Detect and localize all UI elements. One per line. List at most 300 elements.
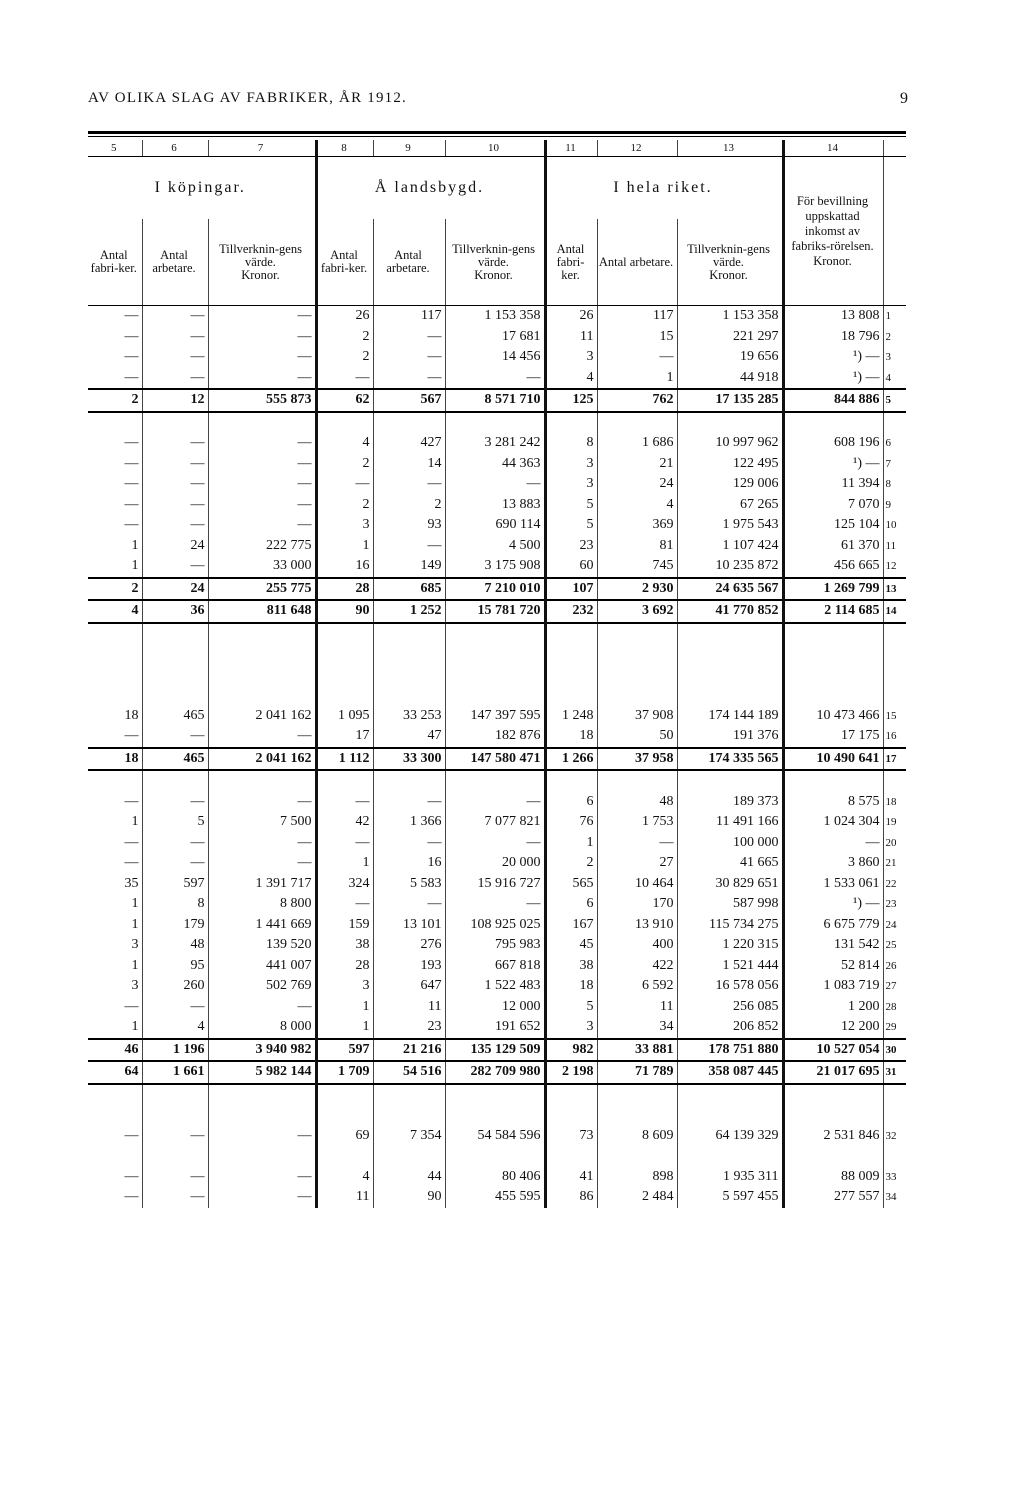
cell-col-13: 256 085 — [677, 997, 783, 1018]
spacer-row — [88, 412, 906, 434]
cell-col-10: — — [445, 894, 545, 915]
col-num: 7 — [208, 140, 316, 157]
table-row — [88, 726, 906, 748]
cell-col-5: — — [88, 515, 142, 536]
cell-col-11: 982 — [545, 1039, 597, 1062]
cell-col-7: 255 775 — [208, 578, 316, 601]
table-row — [88, 833, 906, 854]
cell-col-12: 27 — [597, 853, 677, 874]
row-number: 14 — [883, 600, 906, 623]
sum-row — [88, 748, 906, 771]
cell-col-11: 18 — [545, 726, 597, 748]
cell-col-8: 2 — [316, 495, 373, 516]
cell-col-8: 1 — [316, 997, 373, 1018]
row-number: 20 — [885, 836, 897, 849]
row-number: 9 — [885, 498, 891, 511]
cell-col-11: 1 266 — [545, 748, 597, 771]
table-row — [88, 536, 906, 557]
cell-col-5: 46 — [88, 1039, 142, 1062]
cell-col-10: 147 397 595 — [445, 706, 545, 727]
cell-col-6: 5 — [142, 812, 208, 833]
cell-col-7: — — [208, 433, 316, 454]
cell-col-9: 5 583 — [373, 874, 445, 895]
cell-col-7: 2 041 162 — [208, 748, 316, 771]
cell-col-13: 5 597 455 — [677, 1187, 783, 1208]
cell-col-9: 685 — [373, 578, 445, 601]
cell-col-14: 10 527 054 — [783, 1039, 883, 1062]
subheader-fabriker: Antal fabri-ker. — [545, 219, 597, 306]
cell-col-12: 34 — [597, 1017, 677, 1039]
row-number: 21 — [885, 857, 897, 870]
cell-col-7: 8 000 — [208, 1017, 316, 1039]
cell-col-12: 745 — [597, 556, 677, 578]
cell-col-5: — — [88, 368, 142, 390]
cell-col-13: 129 006 — [677, 474, 783, 495]
row-number: 25 — [885, 939, 897, 952]
cell-col-10: 7 077 821 — [445, 812, 545, 833]
cell-col-12: 48 — [597, 792, 677, 813]
cell-col-11: 3 — [545, 454, 597, 475]
cell-col-7: — — [208, 515, 316, 536]
cell-col-11: 23 — [545, 536, 597, 557]
cell-col-6: — — [142, 433, 208, 454]
cell-col-11: 41 — [545, 1167, 597, 1188]
cell-col-6: — — [142, 306, 208, 327]
cell-col-9: 7 354 — [373, 1126, 445, 1147]
cell-col-13: 67 265 — [677, 495, 783, 516]
cell-col-7: 8 800 — [208, 894, 316, 915]
cell-col-13: 10 997 962 — [677, 433, 783, 454]
cell-col-10: 147 580 471 — [445, 748, 545, 771]
cell-col-7: 33 000 — [208, 556, 316, 578]
cell-col-10: 20 000 — [445, 853, 545, 874]
cell-col-13: 178 751 880 — [677, 1039, 783, 1062]
cell-col-14: 88 009 — [783, 1167, 883, 1188]
cell-col-11: 3 — [545, 347, 597, 368]
cell-col-7: 222 775 — [208, 536, 316, 557]
cell-col-13: 30 829 651 — [677, 874, 783, 895]
cell-col-14: 2 114 685 — [783, 600, 883, 623]
cell-col-5: — — [88, 327, 142, 348]
cell-col-12: 1 686 — [597, 433, 677, 454]
cell-col-12: 1 — [597, 368, 677, 390]
cell-col-11: 167 — [545, 915, 597, 936]
cell-col-11: 18 — [545, 976, 597, 997]
cell-col-8: 597 — [316, 1039, 373, 1062]
cell-col-10: — — [445, 792, 545, 813]
cell-col-7: — — [208, 368, 316, 390]
cell-col-13: 206 852 — [677, 1017, 783, 1039]
cell-col-12: 6 592 — [597, 976, 677, 997]
cell-col-13: 1 220 315 — [677, 935, 783, 956]
statistics-table — [88, 140, 906, 1208]
cell-col-14: 21 017 695 — [783, 1061, 883, 1084]
cell-col-12: 2 484 — [597, 1187, 677, 1208]
cell-col-5: — — [88, 347, 142, 368]
col-num: 10 — [445, 140, 545, 157]
cell-col-9: 193 — [373, 956, 445, 977]
subheader-varde: Tillverknin-gens värde. Kronor. — [677, 219, 783, 306]
cell-col-14: 6 675 779 — [783, 915, 883, 936]
cell-col-7: — — [208, 327, 316, 348]
subheader-fabriker: Antal fabri-ker. — [316, 219, 373, 306]
cell-col-7: 139 520 — [208, 935, 316, 956]
cell-col-8: 3 — [316, 515, 373, 536]
table-row — [88, 792, 906, 813]
cell-col-10: — — [445, 368, 545, 390]
cell-col-13: 1 975 543 — [677, 515, 783, 536]
cell-col-10: 15 916 727 — [445, 874, 545, 895]
cell-col-12: 1 753 — [597, 812, 677, 833]
cell-col-12: 15 — [597, 327, 677, 348]
row-number: 19 — [885, 816, 897, 829]
cell-col-10: 455 595 — [445, 1187, 545, 1208]
cell-col-12: — — [597, 347, 677, 368]
cell-col-9: — — [373, 894, 445, 915]
cell-col-9: 567 — [373, 389, 445, 412]
page-number: 9 — [900, 90, 908, 107]
page-header — [88, 90, 908, 112]
table-row — [88, 976, 906, 997]
table-row — [88, 306, 906, 327]
cell-col-12: 10 464 — [597, 874, 677, 895]
cell-col-9: — — [373, 368, 445, 390]
row-number: 32 — [885, 1129, 897, 1142]
spacer-row — [88, 644, 906, 665]
cell-col-5: 1 — [88, 536, 142, 557]
cell-col-7: 2 041 162 — [208, 706, 316, 727]
cell-col-12: 37 908 — [597, 706, 677, 727]
subheader-varde: Tillverknin-gens värde. Kronor. — [445, 219, 545, 306]
cell-col-11: 11 — [545, 327, 597, 348]
cell-col-11: 8 — [545, 433, 597, 454]
row-number: 16 — [885, 730, 897, 743]
cell-col-8: 3 — [316, 976, 373, 997]
cell-col-6: 179 — [142, 915, 208, 936]
cell-col-13: 221 297 — [677, 327, 783, 348]
row-number: 3 — [885, 351, 891, 364]
row-number: 31 — [883, 1061, 906, 1084]
row-number: 5 — [883, 389, 906, 412]
cell-col-9: 647 — [373, 976, 445, 997]
cell-col-6: 1 196 — [142, 1039, 208, 1062]
cell-col-7: 555 873 — [208, 389, 316, 412]
cell-col-11: 5 — [545, 495, 597, 516]
row-number: 4 — [885, 371, 891, 384]
cell-col-8: — — [316, 474, 373, 495]
cell-col-13: 1 107 424 — [677, 536, 783, 557]
table-row — [88, 327, 906, 348]
cell-col-12: 50 — [597, 726, 677, 748]
cell-col-12: 8 609 — [597, 1126, 677, 1147]
cell-col-7: — — [208, 495, 316, 516]
subheader-arbetare: Antal arbetare. — [373, 219, 445, 306]
spacer-row — [88, 665, 906, 686]
cell-col-11: 107 — [545, 578, 597, 601]
cell-col-14: 456 665 — [783, 556, 883, 578]
spacer-row — [88, 623, 906, 645]
cell-col-9: 21 216 — [373, 1039, 445, 1062]
cell-col-5: 2 — [88, 389, 142, 412]
cell-col-6: — — [142, 454, 208, 475]
cell-col-6: — — [142, 833, 208, 854]
cell-col-8: 69 — [316, 1126, 373, 1147]
cell-col-10: 7 210 010 — [445, 578, 545, 601]
group-header-row — [88, 157, 906, 220]
table-row — [88, 495, 906, 516]
cell-col-7: — — [208, 347, 316, 368]
cell-col-7: — — [208, 306, 316, 327]
cell-col-10: 15 781 720 — [445, 600, 545, 623]
cell-col-9: 1 252 — [373, 600, 445, 623]
cell-col-14: 18 796 — [783, 327, 883, 348]
cell-col-6: — — [142, 726, 208, 748]
cell-col-5: — — [88, 454, 142, 475]
cell-col-9: 47 — [373, 726, 445, 748]
cell-col-14: 131 542 — [783, 935, 883, 956]
cell-col-13: 24 635 567 — [677, 578, 783, 601]
cell-col-12: 369 — [597, 515, 677, 536]
cell-col-8: — — [316, 894, 373, 915]
cell-col-5: — — [88, 997, 142, 1018]
cell-col-13: 64 139 329 — [677, 1126, 783, 1147]
cell-col-9: 13 101 — [373, 915, 445, 936]
spacer-row — [88, 1084, 906, 1106]
col-num: 9 — [373, 140, 445, 157]
row-number: 22 — [885, 877, 897, 890]
spacer-row — [88, 1146, 906, 1167]
top-rule-thin — [88, 136, 906, 137]
row-number: 29 — [885, 1021, 897, 1034]
sum-row — [88, 389, 906, 412]
sum-row — [88, 1061, 906, 1084]
cell-col-11: 3 — [545, 1017, 597, 1039]
cell-col-6: — — [142, 495, 208, 516]
cell-col-8: 2 — [316, 327, 373, 348]
cell-col-12: 81 — [597, 536, 677, 557]
cell-col-7: — — [208, 792, 316, 813]
cell-col-5: 4 — [88, 600, 142, 623]
col-num: 13 — [677, 140, 783, 157]
cell-col-12: 13 910 — [597, 915, 677, 936]
cell-col-10: 17 681 — [445, 327, 545, 348]
cell-col-10: 182 876 — [445, 726, 545, 748]
col-num: 11 — [545, 140, 597, 157]
cell-col-10: 690 114 — [445, 515, 545, 536]
cell-col-13: 19 656 — [677, 347, 783, 368]
cell-col-7: — — [208, 1167, 316, 1188]
cell-col-8: 1 112 — [316, 748, 373, 771]
cell-col-7: — — [208, 997, 316, 1018]
cell-col-10: 13 883 — [445, 495, 545, 516]
column-number-row — [88, 140, 906, 157]
row-number: 12 — [885, 560, 897, 573]
col-num: 6 — [142, 140, 208, 157]
cell-col-10: 14 456 — [445, 347, 545, 368]
cell-col-12: 762 — [597, 389, 677, 412]
cell-col-14: 12 200 — [783, 1017, 883, 1039]
cell-col-8: 324 — [316, 874, 373, 895]
cell-col-5: — — [88, 433, 142, 454]
table-row — [88, 1126, 906, 1147]
cell-col-8: — — [316, 368, 373, 390]
cell-col-12: 24 — [597, 474, 677, 495]
table-row — [88, 515, 906, 536]
table-row — [88, 368, 906, 390]
row-number: 18 — [885, 795, 897, 808]
cell-col-12: 71 789 — [597, 1061, 677, 1084]
cell-col-11: 2 198 — [545, 1061, 597, 1084]
cell-col-5: 1 — [88, 894, 142, 915]
cell-col-14: 3 860 — [783, 853, 883, 874]
row-number: 17 — [883, 748, 906, 771]
cell-col-11: 5 — [545, 515, 597, 536]
cell-col-8: 1 095 — [316, 706, 373, 727]
cell-col-8: 4 — [316, 433, 373, 454]
row-number: 11 — [885, 539, 897, 552]
cell-col-7: — — [208, 726, 316, 748]
cell-col-12: 400 — [597, 935, 677, 956]
group-landsbygd: Å landsbygd. — [316, 157, 545, 220]
row-number: 13 — [883, 578, 906, 601]
group-riket: I hela riket. — [545, 157, 783, 220]
subheader-varde: Tillverknin-gens värde. Kronor. — [208, 219, 316, 306]
cell-col-13: 44 918 — [677, 368, 783, 390]
cell-col-9: — — [373, 327, 445, 348]
cell-col-12: 21 — [597, 454, 677, 475]
cell-col-8: — — [316, 792, 373, 813]
cell-col-13: 189 373 — [677, 792, 783, 813]
cell-col-9: 149 — [373, 556, 445, 578]
cell-col-10: 795 983 — [445, 935, 545, 956]
cell-col-8: 16 — [316, 556, 373, 578]
cell-col-12: 11 — [597, 997, 677, 1018]
cell-col-11: 45 — [545, 935, 597, 956]
cell-col-5: — — [88, 853, 142, 874]
cell-col-7: — — [208, 474, 316, 495]
table-row — [88, 556, 906, 578]
cell-col-8: 2 — [316, 454, 373, 475]
cell-col-10: 54 584 596 — [445, 1126, 545, 1147]
cell-col-13: 115 734 275 — [677, 915, 783, 936]
cell-col-11: 60 — [545, 556, 597, 578]
cell-col-5: — — [88, 1126, 142, 1147]
cell-col-5: — — [88, 833, 142, 854]
cell-col-11: 1 248 — [545, 706, 597, 727]
cell-col-13: 11 491 166 — [677, 812, 783, 833]
cell-col-9: — — [373, 474, 445, 495]
cell-col-11: 6 — [545, 792, 597, 813]
cell-col-7: — — [208, 454, 316, 475]
cell-col-13: 1 521 444 — [677, 956, 783, 977]
cell-col-12: 37 958 — [597, 748, 677, 771]
cell-col-10: 191 652 — [445, 1017, 545, 1039]
table-row — [88, 1017, 906, 1039]
cell-col-9: 16 — [373, 853, 445, 874]
cell-col-5: — — [88, 1187, 142, 1208]
page-title: AV OLIKA SLAG AV FABRIKER, ÅR 1912. — [88, 90, 407, 106]
cell-col-8: 28 — [316, 578, 373, 601]
cell-col-6: 597 — [142, 874, 208, 895]
cell-col-12: 898 — [597, 1167, 677, 1188]
row-number: 8 — [885, 478, 891, 491]
cell-col-13: 122 495 — [677, 454, 783, 475]
cell-col-10: 667 818 — [445, 956, 545, 977]
sum-row — [88, 600, 906, 623]
cell-col-5: — — [88, 306, 142, 327]
cell-col-14: 11 394 — [783, 474, 883, 495]
cell-col-13: 41 770 852 — [677, 600, 783, 623]
cell-col-14: 2 531 846 — [783, 1126, 883, 1147]
cell-col-11: 232 — [545, 600, 597, 623]
cell-col-9: 276 — [373, 935, 445, 956]
cell-col-11: 86 — [545, 1187, 597, 1208]
row-number: 26 — [885, 959, 897, 972]
row-number: 23 — [885, 898, 897, 911]
row-number: 28 — [885, 1000, 897, 1013]
table-row — [88, 894, 906, 915]
cell-col-9: 93 — [373, 515, 445, 536]
cell-col-12: 3 692 — [597, 600, 677, 623]
col-num: 12 — [597, 140, 677, 157]
top-rule — [88, 131, 906, 134]
table-row — [88, 454, 906, 475]
cell-col-9: — — [373, 536, 445, 557]
table-row — [88, 474, 906, 495]
subheader-fabriker: Antal fabri-ker. — [88, 219, 142, 306]
row-number: 33 — [885, 1170, 897, 1183]
cell-col-9: 33 253 — [373, 706, 445, 727]
cell-col-9: — — [373, 833, 445, 854]
cell-col-8: — — [316, 833, 373, 854]
cell-col-10: 44 363 — [445, 454, 545, 475]
cell-col-13: 174 144 189 — [677, 706, 783, 727]
cell-col-6: — — [142, 1126, 208, 1147]
cell-col-10: 8 571 710 — [445, 389, 545, 412]
cell-col-6: 24 — [142, 536, 208, 557]
spacer-row — [88, 770, 906, 792]
group-koping: I köpingar. — [88, 157, 316, 220]
cell-col-11: 38 — [545, 956, 597, 977]
cell-col-8: 38 — [316, 935, 373, 956]
cell-col-13: 587 998 — [677, 894, 783, 915]
cell-col-14: ¹) — — [783, 368, 883, 390]
cell-col-9: — — [373, 347, 445, 368]
cell-col-5: 1 — [88, 915, 142, 936]
cell-col-14: ¹) — — [783, 454, 883, 475]
cell-col-7: 441 007 — [208, 956, 316, 977]
cell-col-14: 17 175 — [783, 726, 883, 748]
sum-row — [88, 578, 906, 601]
cell-col-5: — — [88, 495, 142, 516]
cell-col-12: 2 930 — [597, 578, 677, 601]
table-row — [88, 853, 906, 874]
cell-col-8: 17 — [316, 726, 373, 748]
table-row — [88, 706, 906, 727]
cell-col-5: — — [88, 792, 142, 813]
cell-col-12: — — [597, 833, 677, 854]
cell-col-12: 170 — [597, 894, 677, 915]
cell-col-6: 36 — [142, 600, 208, 623]
cell-col-6: 8 — [142, 894, 208, 915]
col-num: 5 — [88, 140, 142, 157]
column-14-header: För bevillning uppskattad inkomst av fabriks-rörelsen. Kronor. — [783, 157, 883, 306]
cell-col-9: 427 — [373, 433, 445, 454]
table-row — [88, 956, 906, 977]
cell-col-6: — — [142, 368, 208, 390]
cell-col-12: 4 — [597, 495, 677, 516]
row-number: 2 — [885, 330, 891, 343]
